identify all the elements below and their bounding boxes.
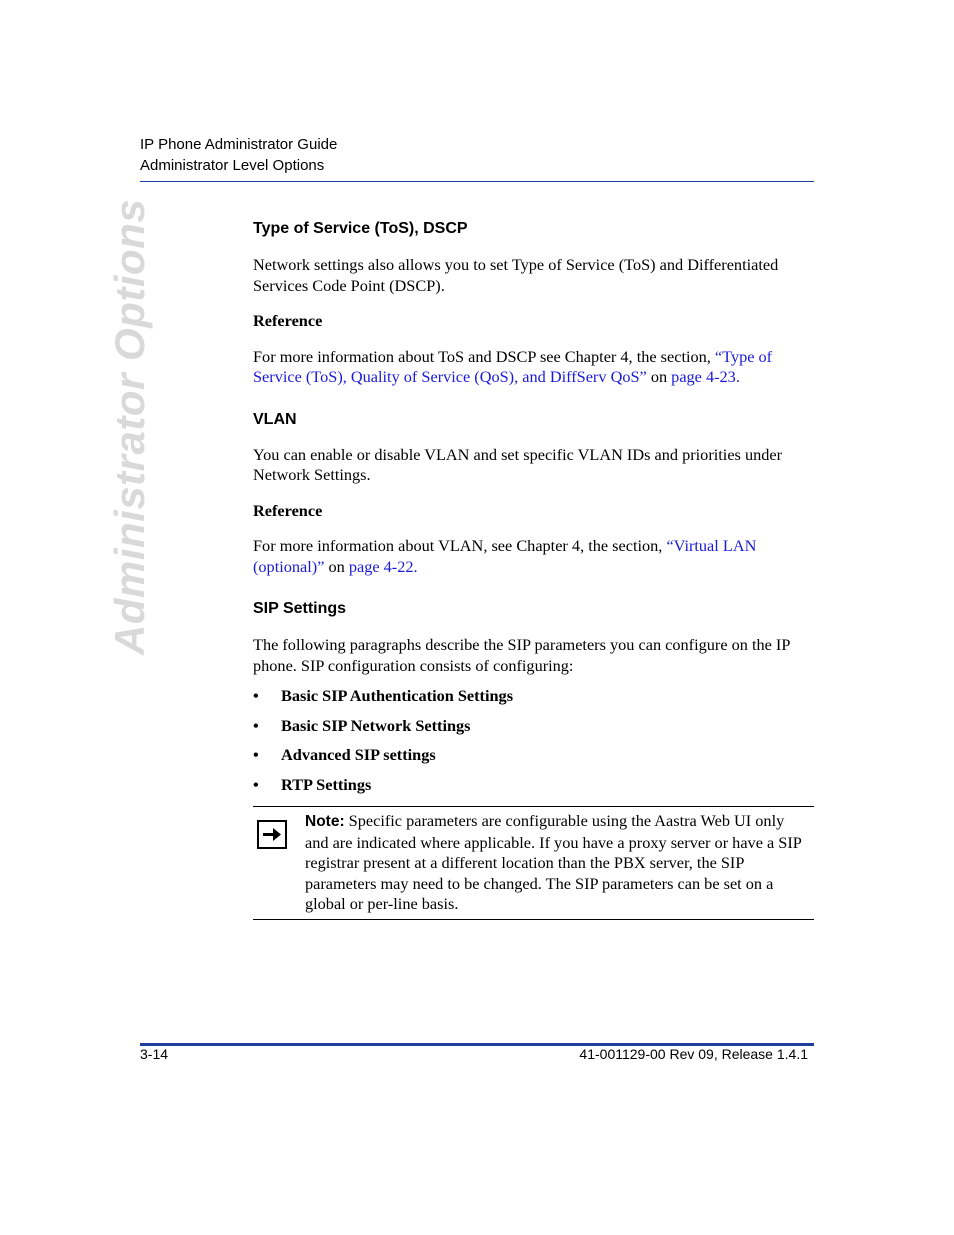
note-label: Note: [305, 813, 345, 830]
tos-reference-text [253, 347, 814, 388]
document-id: 41-001129-00 Rev 09, Release 1.4.1 [579, 1046, 808, 1062]
list-item-text: Basic SIP Network Settings [281, 715, 471, 735]
tos-heading: Type of Service (ToS), DSCP [253, 220, 468, 237]
page-number: 3-14 [140, 1046, 169, 1062]
tos-reference-label: Reference [253, 311, 323, 330]
list-item-text: RTP Settings [281, 774, 372, 794]
list-item [253, 716, 814, 746]
tos-ref-on: on [646, 367, 672, 386]
note-text [305, 811, 811, 915]
tos-page-link[interactable]: page 4-23. [671, 367, 740, 386]
list-item-text: Advanced SIP settings [281, 745, 436, 764]
list-item [253, 686, 814, 716]
list-item [253, 775, 814, 805]
header-guide-title: IP Phone Administrator Guide [140, 136, 338, 153]
side-chapter-title: Administrator Options [106, 198, 153, 655]
arrow-right-icon [257, 820, 287, 849]
sip-body: The following paragraphs describe the SIP parameters you can configure on the IP phone. SIP configuration consists of configuring: [253, 635, 790, 675]
bullet-icon: • [253, 715, 259, 735]
bullet-icon: • [253, 745, 259, 764]
vlan-reference-label: Reference [253, 500, 323, 520]
vlan-heading: VLAN [253, 410, 297, 428]
tos-ref-prefix: For more information about ToS and DSCP see Chapter 4, the section, [253, 346, 715, 366]
vlan-body: You can enable or disable VLAN and set specific VLAN IDs and priorities under Network Settings. [253, 444, 783, 484]
list-item [253, 745, 814, 775]
main-content [253, 218, 814, 804]
tos-section-link[interactable]: “Type of Service (ToS), Quality of Service (QoS), and DiffServ QoS” [253, 346, 773, 386]
vlan-ref-on: on [324, 556, 349, 576]
vlan-section-link[interactable]: “Virtual LAN (optional)” [253, 536, 757, 576]
bullet-icon: • [253, 686, 259, 705]
bullet-icon: • [253, 774, 259, 794]
note-body: Specific parameters are configurable using the Aastra Web UI only and are indicated where applicable. If you have a proxy server or have a SIP registrar present at a different location than the PBX server, the SIP parameters may need to be changed. The SIP parameters can be set on a global or per-line basis. [305, 811, 802, 913]
header-chapter-title: Administrator Level Options [140, 157, 325, 174]
note-box [253, 806, 814, 920]
vlan-page-link[interactable]: page 4-22. [348, 556, 418, 576]
tos-body: Network settings also allows you to set Type of Service (ToS) and Differentiated Services Code Point (DSCP). [253, 255, 779, 295]
running-header [140, 134, 814, 176]
sip-heading: SIP Settings [253, 600, 347, 617]
vlan-ref-prefix: For more information about VLAN, see Chapter 4, the section, [253, 536, 667, 555]
sip-bullet-list [253, 686, 814, 804]
list-item-text: Basic SIP Authentication Settings [281, 686, 514, 705]
header-rule [140, 181, 814, 182]
vlan-reference-text [253, 536, 814, 577]
